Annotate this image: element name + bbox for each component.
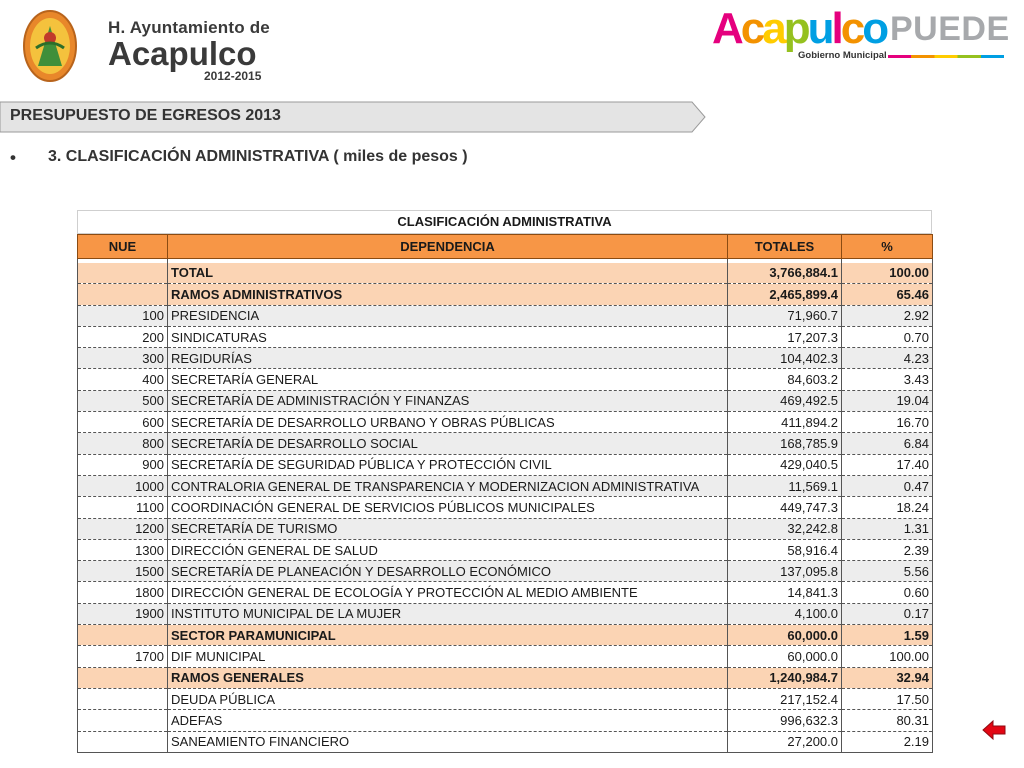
row-dependencia: RAMOS GENERALES — [168, 667, 728, 688]
row-percent: 3.43 — [842, 369, 933, 390]
row-total: 14,841.3 — [728, 582, 842, 603]
row-dependencia: SINDICATURAS — [168, 326, 728, 347]
row-total: 17,207.3 — [728, 326, 842, 347]
table-row — [78, 433, 933, 454]
table-row — [78, 688, 933, 709]
row-dependencia: SECRETARÍA GENERAL — [168, 369, 728, 390]
row-percent: 17.50 — [842, 688, 933, 709]
brand-color-bar — [888, 55, 1004, 58]
table-row — [78, 646, 933, 667]
row-total: 168,785.9 — [728, 433, 842, 454]
row-dependencia: ADEFAS — [168, 710, 728, 731]
row-total: 1,240,984.7 — [728, 667, 842, 688]
table-row — [78, 518, 933, 539]
row-total: 3,766,884.1 — [728, 263, 842, 284]
header-nue: NUE — [78, 235, 168, 259]
brand-letter: p — [783, 4, 808, 53]
table-row — [78, 731, 933, 752]
brand-letter: A — [712, 4, 741, 53]
table-row — [78, 625, 933, 646]
row-nue — [78, 688, 168, 709]
row-dependencia: RAMOS ADMINISTRATIVOS — [168, 284, 728, 305]
table-row — [78, 412, 933, 433]
header-totales: TOTALES — [728, 235, 842, 259]
row-percent: 6.84 — [842, 433, 933, 454]
row-percent: 100.00 — [842, 646, 933, 667]
row-nue: 1000 — [78, 475, 168, 496]
back-arrow-icon[interactable] — [982, 718, 1006, 742]
table-row — [78, 390, 933, 411]
row-percent: 0.17 — [842, 603, 933, 624]
table-row — [78, 475, 933, 496]
org-years: 2012-2015 — [204, 69, 262, 83]
row-dependencia: REGIDURÍAS — [168, 348, 728, 369]
row-nue: 300 — [78, 348, 168, 369]
row-dependencia: SECRETARÍA DE SEGURIDAD PÚBLICA Y PROTECCIÓN CIVIL — [168, 454, 728, 475]
table-row — [78, 561, 933, 582]
row-total: 60,000.0 — [728, 646, 842, 667]
row-nue: 200 — [78, 326, 168, 347]
table-row — [78, 369, 933, 390]
table-row — [78, 305, 933, 326]
row-percent: 2.19 — [842, 731, 933, 752]
row-percent: 17.40 — [842, 454, 933, 475]
row-total: 429,040.5 — [728, 454, 842, 475]
row-total: 27,200.0 — [728, 731, 842, 752]
table-row — [78, 348, 933, 369]
row-percent: 1.31 — [842, 518, 933, 539]
row-percent: 2.39 — [842, 539, 933, 560]
table-row — [78, 667, 933, 688]
table-row — [78, 326, 933, 347]
row-dependencia: SECRETARÍA DE PLANEACIÓN Y DESARROLLO ECONÓMICO — [168, 561, 728, 582]
row-total: 137,095.8 — [728, 561, 842, 582]
brand-puede: PUEDE — [890, 10, 1010, 48]
row-total: 60,000.0 — [728, 625, 842, 646]
row-nue — [78, 710, 168, 731]
row-total: 411,894.2 — [728, 412, 842, 433]
brand-letter: c — [740, 4, 763, 53]
row-nue — [78, 284, 168, 305]
brand-letter: l — [831, 4, 841, 53]
table-row — [78, 603, 933, 624]
row-total: 2,465,899.4 — [728, 284, 842, 305]
table-row — [78, 284, 933, 305]
row-percent: 0.60 — [842, 582, 933, 603]
row-dependencia: SECTOR PARAMUNICIPAL — [168, 625, 728, 646]
row-nue: 400 — [78, 369, 168, 390]
row-total: 4,100.0 — [728, 603, 842, 624]
row-nue: 100 — [78, 305, 168, 326]
org-line1: H. Ayuntamiento de — [108, 18, 270, 37]
row-percent: 32.94 — [842, 667, 933, 688]
table-header-row — [78, 235, 933, 259]
row-percent: 4.23 — [842, 348, 933, 369]
brand-letter: a — [762, 4, 784, 53]
section-banner — [0, 101, 706, 133]
row-dependencia: DIRECCIÓN GENERAL DE SALUD — [168, 539, 728, 560]
row-nue: 600 — [78, 412, 168, 433]
row-dependencia: CONTRALORIA GENERAL DE TRANSPARENCIA Y MODERNIZACION ADMINISTRATIVA — [168, 475, 728, 496]
row-percent: 0.47 — [842, 475, 933, 496]
table-row — [78, 539, 933, 560]
row-percent: 16.70 — [842, 412, 933, 433]
table-row — [78, 263, 933, 284]
table-caption: CLASIFICACIÓN ADMINISTRATIVA — [77, 210, 932, 234]
row-nue: 1800 — [78, 582, 168, 603]
brand-wordmark — [712, 4, 886, 54]
organization-name — [108, 18, 270, 83]
table-body — [78, 259, 933, 753]
row-percent: 0.70 — [842, 326, 933, 347]
row-nue — [78, 667, 168, 688]
row-dependencia: SECRETARÍA DE ADMINISTRACIÓN Y FINANZAS — [168, 390, 728, 411]
row-percent: 65.46 — [842, 284, 933, 305]
row-total: 217,152.4 — [728, 688, 842, 709]
row-dependencia: COORDINACIÓN GENERAL DE SERVICIOS PÚBLICOS MUNICIPALES — [168, 497, 728, 518]
bullet-point: • — [10, 148, 16, 167]
row-dependencia: SECRETARÍA DE DESARROLLO URBANO Y OBRAS PÚBLICAS — [168, 412, 728, 433]
brand-letter: o — [862, 4, 887, 53]
row-nue: 1300 — [78, 539, 168, 560]
row-nue — [78, 625, 168, 646]
row-percent: 19.04 — [842, 390, 933, 411]
row-total: 58,916.4 — [728, 539, 842, 560]
row-nue — [78, 263, 168, 284]
brand-letter: u — [807, 4, 832, 53]
row-percent: 5.56 — [842, 561, 933, 582]
row-total: 84,603.2 — [728, 369, 842, 390]
row-nue — [78, 731, 168, 752]
table-row — [78, 454, 933, 475]
section-subtitle: 3. CLASIFICACIÓN ADMINISTRATIVA ( miles de pesos ) — [48, 148, 468, 165]
row-nue: 1700 — [78, 646, 168, 667]
row-percent: 2.92 — [842, 305, 933, 326]
row-nue: 1500 — [78, 561, 168, 582]
row-dependencia: DIRECCIÓN GENERAL DE ECOLOGÍA Y PROTECCIÓN AL MEDIO AMBIENTE — [168, 582, 728, 603]
banner-title: PRESUPUESTO DE EGRESOS 2013 — [10, 107, 281, 124]
brand-letter: c — [840, 4, 863, 53]
row-percent: 18.24 — [842, 497, 933, 518]
row-total: 104,402.3 — [728, 348, 842, 369]
row-nue: 500 — [78, 390, 168, 411]
row-total: 449,747.3 — [728, 497, 842, 518]
row-nue: 1200 — [78, 518, 168, 539]
row-total: 996,632.3 — [728, 710, 842, 731]
row-percent: 1.59 — [842, 625, 933, 646]
municipal-seal-icon — [22, 8, 78, 84]
row-dependencia: DEUDA PÚBLICA — [168, 688, 728, 709]
row-dependencia: SANEAMIENTO FINANCIERO — [168, 731, 728, 752]
classification-table — [77, 234, 933, 753]
row-total: 71,960.7 — [728, 305, 842, 326]
table-row — [78, 497, 933, 518]
row-nue: 1100 — [78, 497, 168, 518]
row-dependencia: TOTAL — [168, 263, 728, 284]
row-dependencia: PRESIDENCIA — [168, 305, 728, 326]
row-nue: 1900 — [78, 603, 168, 624]
row-nue: 900 — [78, 454, 168, 475]
row-total: 469,492.5 — [728, 390, 842, 411]
table-row — [78, 582, 933, 603]
row-nue: 800 — [78, 433, 168, 454]
budget-table — [77, 210, 932, 753]
row-total: 11,569.1 — [728, 475, 842, 496]
row-total: 32,242.8 — [728, 518, 842, 539]
acapulco-puede-logo — [712, 4, 1012, 66]
org-line2: Acapulco — [108, 35, 257, 72]
row-dependencia: DIF MUNICIPAL — [168, 646, 728, 667]
row-percent: 100.00 — [842, 263, 933, 284]
row-dependencia: SECRETARÍA DE DESARROLLO SOCIAL — [168, 433, 728, 454]
row-percent: 80.31 — [842, 710, 933, 731]
header-dependencia: DEPENDENCIA — [168, 235, 728, 259]
row-dependencia: SECRETARÍA DE TURISMO — [168, 518, 728, 539]
table-row — [78, 710, 933, 731]
brand-subtitle: Gobierno Municipal — [798, 50, 887, 61]
row-dependencia: INSTITUTO MUNICIPAL DE LA MUJER — [168, 603, 728, 624]
header-percent: % — [842, 235, 933, 259]
